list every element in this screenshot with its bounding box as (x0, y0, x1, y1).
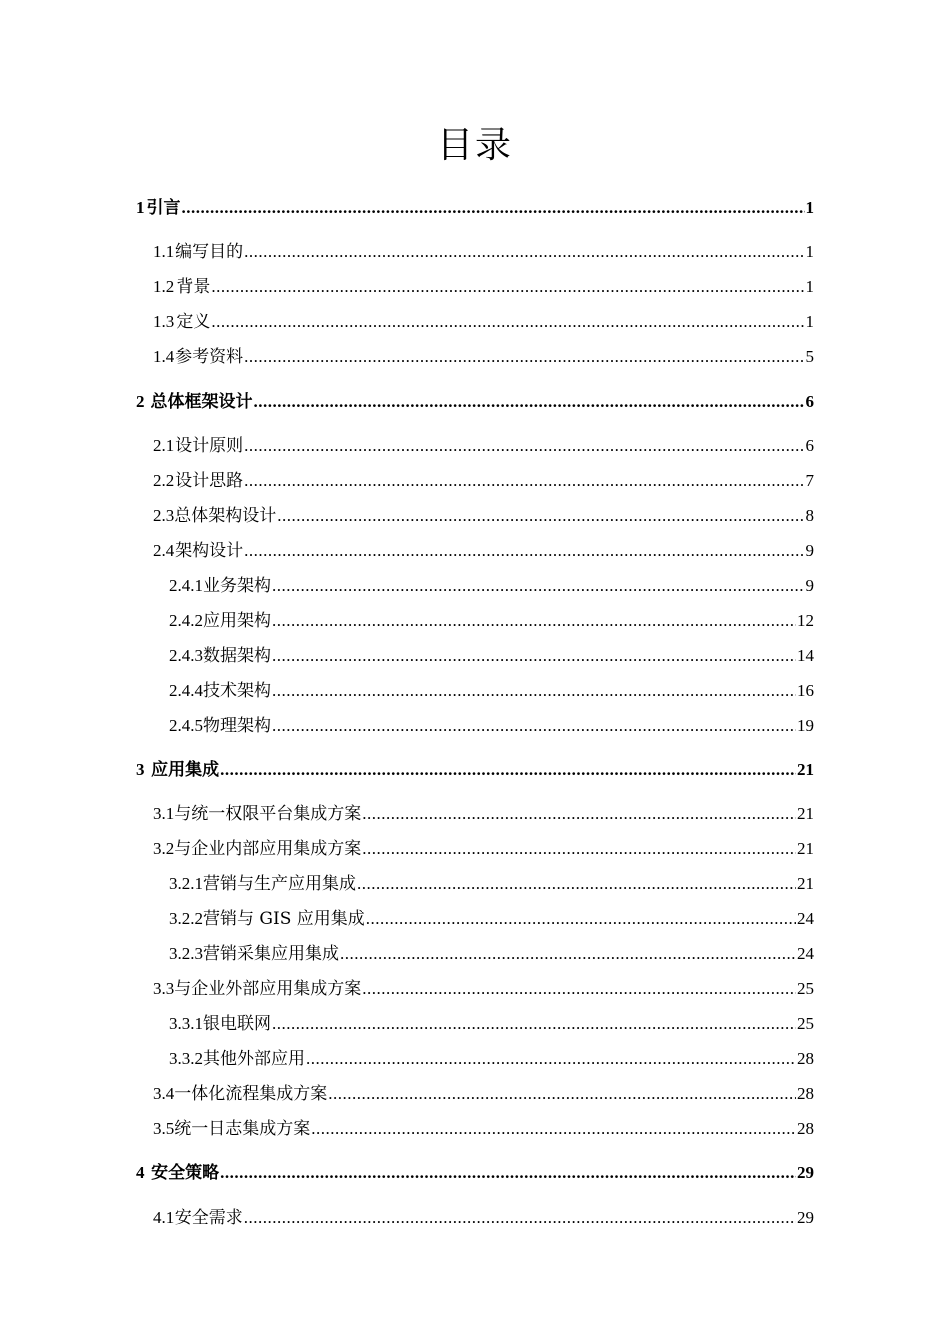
toc-entry-number: 3.2.2 (169, 909, 203, 928)
toc-entry-leader (211, 310, 804, 334)
toc-entry-leader (362, 837, 796, 861)
toc-entry[interactable] (136, 390, 814, 414)
toc-entry[interactable] (153, 1082, 814, 1106)
toc-entry-leader (340, 942, 796, 966)
toc-entry[interactable] (169, 679, 814, 703)
toc-entry-leader (244, 1206, 796, 1230)
toc-entry-title: 一体化流程集成方案 (174, 1084, 328, 1104)
toc-entry-title: 与企业内部应用集成方案 (174, 839, 362, 859)
toc-entry-page: 21 (797, 804, 814, 823)
toc-entry[interactable] (169, 1012, 814, 1036)
toc-entry-title: 应用架构 (203, 611, 271, 631)
toc-entry-page: 6 (805, 436, 814, 455)
toc-entry-page: 12 (797, 611, 814, 630)
toc-entry-leader (182, 196, 805, 220)
toc-entry-page: 1 (805, 198, 814, 217)
toc-entry-title: 业务架构 (203, 576, 271, 596)
toc-entry-number: 2.4.3 (169, 646, 203, 665)
toc-entry-number: 3.3.2 (169, 1049, 203, 1068)
toc-entry-number: 1.1 (153, 242, 175, 261)
toc-entry[interactable] (153, 1206, 814, 1230)
toc-entry-leader (272, 609, 796, 633)
toc-entry-title: 架构设计 (175, 541, 244, 561)
toc-entry-number: 3.5 (153, 1119, 175, 1138)
toc-entry-title: 背景 (176, 277, 211, 297)
toc-entry[interactable] (136, 1161, 814, 1185)
toc-entry-title: 营销与 GIS 应用集成 (203, 909, 365, 929)
toc-entry-leader (220, 1161, 796, 1185)
toc-entry-leader (244, 240, 804, 264)
toc-entry-number: 2.4.4 (169, 681, 203, 700)
toc-entry-page: 1 (805, 277, 814, 296)
toc-entry-number: 2.4.2 (169, 611, 203, 630)
toc-entry-title: 编写目的 (175, 242, 244, 262)
toc-entry-number: 3.2.1 (169, 874, 203, 893)
toc-entry[interactable] (153, 434, 814, 458)
toc-entry-title: 参考资料 (175, 347, 244, 367)
toc-entry-number: 4.1 (153, 1208, 175, 1227)
toc-entry-leader (306, 1047, 796, 1071)
toc-entry-number: 3.4 (153, 1084, 175, 1103)
toc-entry-title: 技术架构 (203, 681, 271, 701)
toc-entry-number: 4 (136, 1163, 145, 1182)
toc-entry-title: 数据架构 (203, 646, 271, 666)
toc-entry-page: 5 (805, 347, 814, 366)
toc-entry[interactable] (153, 977, 814, 1001)
toc-entry-title: 总体架构设计 (174, 506, 277, 526)
toc-entry-leader (362, 977, 796, 1001)
toc-entry[interactable] (169, 714, 814, 738)
toc-entry-leader (211, 275, 804, 299)
toc-entry-page: 1 (805, 312, 814, 331)
toc-entry-leader (254, 390, 805, 414)
toc-entry-leader (272, 1012, 796, 1036)
toc-entry-page: 16 (797, 681, 814, 700)
toc-entry-number: 2.4 (153, 541, 175, 560)
toc-entry-leader (244, 469, 804, 493)
toc-entry-page: 14 (797, 646, 814, 665)
toc-entry-leader (272, 644, 796, 668)
toc-entry-number: 3.2 (153, 839, 175, 858)
toc-entry[interactable] (169, 872, 814, 896)
toc-entry-number: 3.3.1 (169, 1014, 203, 1033)
toc-entry-leader (366, 907, 796, 931)
toc-entry-page: 19 (797, 716, 814, 735)
toc-entry-page: 28 (797, 1119, 814, 1138)
toc-entry-leader (244, 539, 804, 563)
toc-entry[interactable] (153, 539, 814, 563)
toc-entry-number: 1 (136, 198, 145, 217)
toc-entry-number: 2.3 (153, 506, 175, 525)
toc-entry-leader (272, 679, 796, 703)
toc-entry-title: 统一日志集成方案 (174, 1119, 311, 1139)
toc-entry-title: 其他外部应用 (203, 1049, 305, 1069)
toc-entry-page: 7 (805, 471, 814, 490)
toc-entry-title: 定义 (176, 312, 211, 332)
toc-entry[interactable] (169, 574, 814, 598)
toc-entry[interactable] (169, 942, 814, 966)
toc-entry-leader (272, 714, 796, 738)
toc-entry[interactable] (153, 802, 814, 826)
toc-entry-leader (357, 872, 796, 896)
toc-entry-number: 1.4 (153, 347, 175, 366)
toc-entry-page: 25 (797, 1014, 814, 1033)
toc-entry-number: 3.2.3 (169, 944, 203, 963)
toc-entry[interactable] (169, 1047, 814, 1071)
toc-entry-leader (277, 504, 804, 528)
toc-entry-title: 设计思路 (175, 471, 244, 491)
toc-entry-title: 安全策略 (151, 1163, 220, 1183)
toc-entry[interactable] (153, 240, 814, 264)
toc-entry[interactable] (153, 1117, 814, 1141)
toc-entry-number: 2.4.1 (169, 576, 203, 595)
toc-entry-title: 设计原则 (175, 436, 244, 456)
toc-entry-page: 6 (805, 392, 814, 411)
toc-entry-page: 8 (805, 506, 814, 525)
toc-entry-title: 总体框架设计 (150, 392, 253, 412)
toc-entry[interactable] (136, 758, 814, 782)
toc-entry[interactable] (153, 837, 814, 861)
toc-entry-title: 与企业外部应用集成方案 (174, 979, 362, 999)
toc-entry-page: 29 (797, 1163, 814, 1182)
toc-entry-page: 24 (797, 944, 814, 963)
toc-entry-page: 21 (797, 839, 814, 858)
toc-entry[interactable] (153, 469, 814, 493)
toc-entry[interactable] (153, 345, 814, 369)
toc-entry-page: 28 (797, 1049, 814, 1068)
toc-entry-number: 2.1 (153, 436, 175, 455)
toc-entry-title: 物理架构 (203, 716, 271, 736)
toc-entry-number: 3 (136, 760, 145, 779)
toc-entry-page: 21 (797, 874, 814, 893)
toc-entry-page: 21 (797, 760, 814, 779)
toc-entry-title: 营销采集应用集成 (203, 944, 339, 964)
toc-entry-page: 9 (805, 576, 814, 595)
toc-entry-number: 3.1 (153, 804, 175, 823)
toc-entry-title: 应用集成 (151, 760, 220, 780)
toc-entry-leader (328, 1082, 796, 1106)
toc-entry-page: 25 (797, 979, 814, 998)
toc-entry-number: 2.4.5 (169, 716, 203, 735)
toc-entry[interactable] (169, 609, 814, 633)
toc-entry-number: 1.2 (153, 277, 175, 296)
toc-entry-title: 与统一权限平台集成方案 (174, 804, 362, 824)
toc-entry[interactable] (153, 310, 814, 334)
toc-entry-leader (311, 1117, 796, 1141)
toc-entry-page: 24 (797, 909, 814, 928)
toc-entry-leader (244, 434, 804, 458)
toc-entry[interactable] (136, 196, 814, 220)
toc-entry-leader (244, 345, 804, 369)
toc-entry-leader (220, 758, 796, 782)
toc-entry[interactable] (169, 644, 814, 668)
toc-entry[interactable] (153, 275, 814, 299)
toc-entry-leader (272, 574, 805, 598)
toc-entry-page: 29 (797, 1208, 814, 1227)
toc-entry-title: 营销与生产应用集成 (203, 874, 356, 894)
toc-entry-title: 银电联网 (203, 1014, 271, 1034)
toc-entry[interactable] (169, 907, 814, 931)
toc-entry-page: 9 (805, 541, 814, 560)
toc-entry-title: 安全需求 (174, 1208, 243, 1228)
toc-entry-number: 2.2 (153, 471, 175, 490)
toc-entry-number: 2 (136, 392, 145, 411)
toc-title: 目录 (436, 125, 513, 166)
toc-entry-number: 1.3 (153, 312, 175, 331)
toc-entry-leader (362, 802, 796, 826)
toc-entry[interactable] (153, 504, 814, 528)
toc-entry-number: 3.3 (153, 979, 175, 998)
toc-entry-page: 1 (805, 242, 814, 261)
toc-entry-title: 引言 (146, 198, 181, 218)
toc-entry-page: 28 (797, 1084, 814, 1103)
